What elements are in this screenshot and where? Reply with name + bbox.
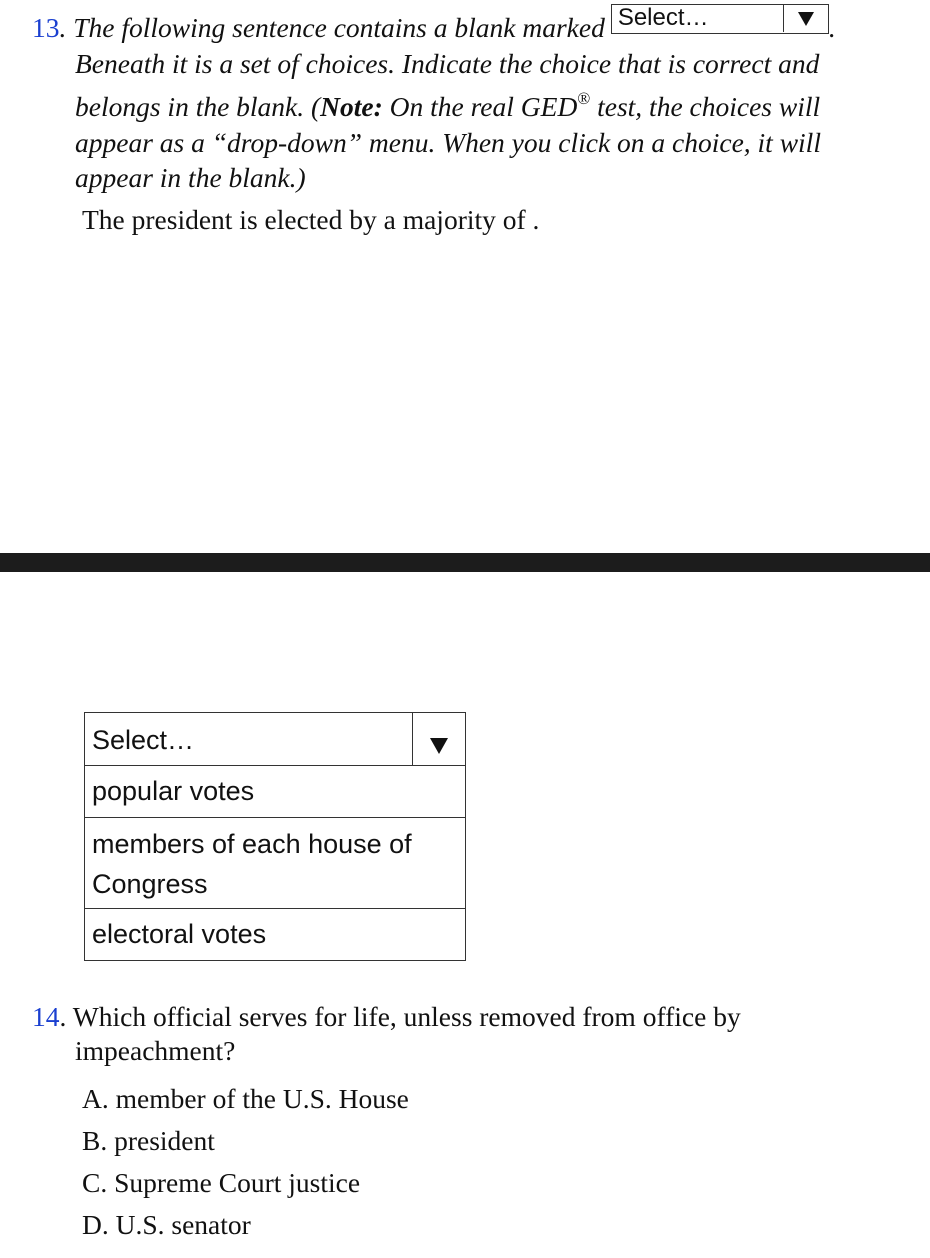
answer-choice-a[interactable]: A. member of the U.S. House <box>82 1083 409 1114</box>
dropdown-arrow-button[interactable] <box>412 713 465 765</box>
question-number: 13 <box>32 12 60 43</box>
select-arrow-button[interactable] <box>783 5 828 32</box>
dropdown-label: Select… <box>92 725 195 755</box>
question-text: Beneath it is a set of choices. Indicate the choice that is correct and <box>75 47 820 79</box>
select-label: Select… <box>617 4 709 31</box>
answer-choice-b[interactable]: B. president <box>82 1125 215 1156</box>
question-text: impeachment? <box>75 1035 236 1066</box>
question-text: appear in the blank.) <box>75 162 306 193</box>
dropdown-option[interactable]: electoral votes <box>92 919 267 949</box>
question-text: appear as a “drop-down” menu. When you click on a choice, it will <box>75 126 821 158</box>
dropdown-option[interactable]: popular votes <box>85 766 465 818</box>
page-divider <box>0 553 930 572</box>
blank-sentence: The president is elected by a majority of . <box>82 204 540 235</box>
chevron-down-icon <box>798 12 814 26</box>
note-label: Note: <box>320 91 383 122</box>
answer-choice-c[interactable]: C. Supreme Court justice <box>82 1167 361 1198</box>
answer-dropdown[interactable] <box>84 712 466 961</box>
question-text: The following sentence contains a blank marked <box>73 12 605 43</box>
dropdown-header[interactable] <box>85 713 465 766</box>
registered-mark: ® <box>577 89 591 108</box>
inline-blank-select[interactable] <box>611 4 829 34</box>
answer-choice-d[interactable]: D. U.S. senator <box>82 1209 251 1240</box>
question-13: 13. The following sentence contains a blank marked Select… . Beneath it is a set of choices. Indicate the choice that is correct and belongs in the blank. (Note: On the real GED® test, the choices will appear as a “drop-down” menu. When you click on a choice, it will appear in the blank.) <box>32 10 912 196</box>
dropdown-option[interactable]: members of each house of Congress <box>85 818 465 909</box>
chevron-down-icon <box>430 738 448 754</box>
question-number: 14 <box>32 1001 60 1032</box>
question-14: 14. Which official serves for life, unless removed from office by impeachment? <box>32 1000 912 1068</box>
question-text: Which official serves for life, unless removed from office by <box>72 1001 741 1032</box>
